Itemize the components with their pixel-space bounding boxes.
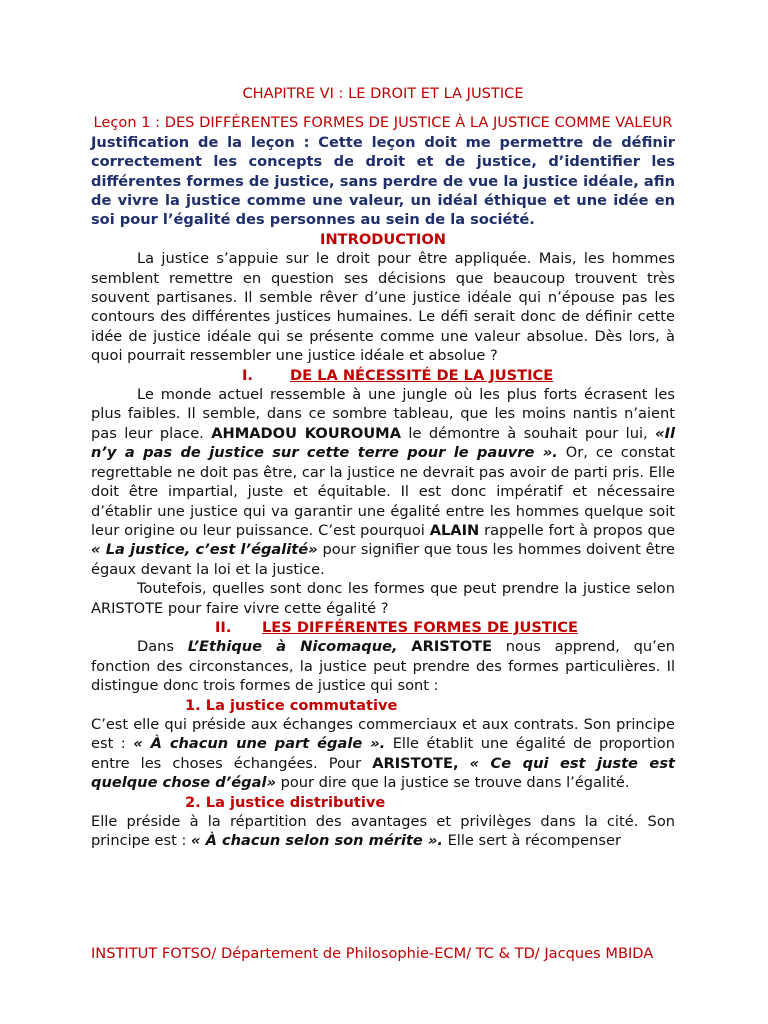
section-2-paragraph-1 — [91, 637, 675, 695]
document-page — [91, 84, 675, 851]
subsection-1-paragraph — [91, 715, 675, 793]
subsection-2-heading: 2. La justice distributive — [185, 793, 386, 811]
section-2-number: II. — [215, 618, 232, 636]
subsection-2-paragraph — [91, 812, 675, 851]
section-1-heading — [91, 366, 675, 385]
text-run: le démontre à souhait pour lui, — [401, 424, 656, 442]
section-1-title: DE LA NÉCESSITÉ DE LA JUSTICE — [290, 366, 554, 384]
lesson-title: Leçon 1 : DES DIFFÉRENTES FORMES DE JUSTICE À LA JUSTICE COMME VALEUR — [93, 114, 673, 132]
author-name: ALAIN — [429, 521, 480, 539]
lesson-justification: Justification de la leçon : Cette leçon doit me permettre de définir correctement les concepts de droit et de justice, d’identifier les différentes formes de justice, sans perdre de vue la justice idéale, afin de vivre la justice comme une valeur, un idéal éthique et une idée en soi pour l’égalité des personnes au sein de la société. — [91, 133, 675, 229]
subsection-1-heading: 1. La justice commutative — [185, 696, 398, 714]
introduction-paragraph: La justice s’appuie sur le droit pour être appliquée. Mais, les hommes semblent remettre en question ses décisions que beaucoup trouvent très souvent partisanes. Il semble rêver d’une justice idéale qui n’épouse pas les contours des différentes justices humaines. Le défi serait donc de définir cette idée de justice idéale qui se présente comme une valeur absolue. Dès lors, à quoi pourrait ressembler une justice idéale et absolue ? — [91, 250, 675, 365]
text-run — [459, 755, 470, 772]
quote: « À chacun selon son mérite ». — [191, 832, 443, 850]
quote: « La justice, c’est l’égalité» — [91, 541, 318, 559]
section-1-paragraph-2: Toutefois, quelles sont donc les formes que peut prendre la justice selon ARISTOTE pour faire vivre cette égalité ? — [91, 580, 675, 617]
book-title: L’Ethique à Nicomaque, — [187, 638, 398, 656]
section-2-heading — [91, 618, 675, 637]
text-run: rappelle fort à propos que — [479, 521, 675, 539]
section-1-paragraph-1 — [91, 385, 675, 579]
quote: « Ce qui est juste est quelque chose d’égal» — [91, 754, 675, 792]
text-run: C’est elle qui préside aux échanges commerciaux et aux contrats. Son principe est : — [91, 715, 675, 753]
quote: « À chacun une part égale ». — [133, 735, 386, 753]
section-1-number: I. — [242, 366, 253, 384]
text-run: Dans — [137, 638, 188, 656]
text-run: Or, ce constat regrettable ne doit pas être, car la justice ne devrait pas avoir de parti pris. Elle doit être impartial, juste et équitable. Il est donc impératif et nécessaire d’établir une justice qui va garantir une égalité entre les hommes quelque soit leur origine ou leur puissance. C’est pourquoi — [91, 444, 675, 539]
section-2-title: LES DIFFÉRENTES FORMES DE JUSTICE — [262, 618, 578, 636]
text-run: Le monde actuel ressemble à une jungle où les plus forts écrasent les plus faibles. Il semble, dans ce sombre tableau, que les moins nantis n’aient pas leur place. — [91, 386, 675, 442]
page-footer: INSTITUT FOTSO/ Département de Philosophie-ECM/ TC & TD/ Jacques MBIDA — [91, 945, 654, 962]
text-run: pour signifier que tous les hommes doivent être égaux devant la loi et la justice. — [91, 541, 675, 578]
author-name: ARISTOTE, — [372, 754, 459, 772]
text-run: Elle préside à la répartition des avantages et privilèges dans la cité. Son principe est : — [91, 813, 675, 850]
author-name: AHMADOU KOUROUMA — [211, 424, 402, 442]
text-run: pour dire que la justice se trouve dans l’égalité. — [275, 774, 630, 792]
introduction-heading: INTRODUCTION — [320, 230, 446, 248]
text-run: Elle sert à récompenser — [442, 832, 621, 850]
chapter-title: CHAPITRE VI : LE DROIT ET LA JUSTICE — [242, 85, 524, 102]
quote: «Il n’y a pas de justice sur cette terre pour le pauvre ». — [91, 424, 676, 462]
author-name: ARISTOTE — [411, 638, 493, 656]
text-run — [398, 638, 412, 655]
text-run: nous apprend, qu’en fonction des circonstances, la justice peut prendre des formes particulières. Il distingue donc trois formes de justice qui sont : — [91, 638, 675, 695]
text-run: Elle établit une égalité de proportion entre les choses échangées. Pour — [91, 735, 675, 772]
